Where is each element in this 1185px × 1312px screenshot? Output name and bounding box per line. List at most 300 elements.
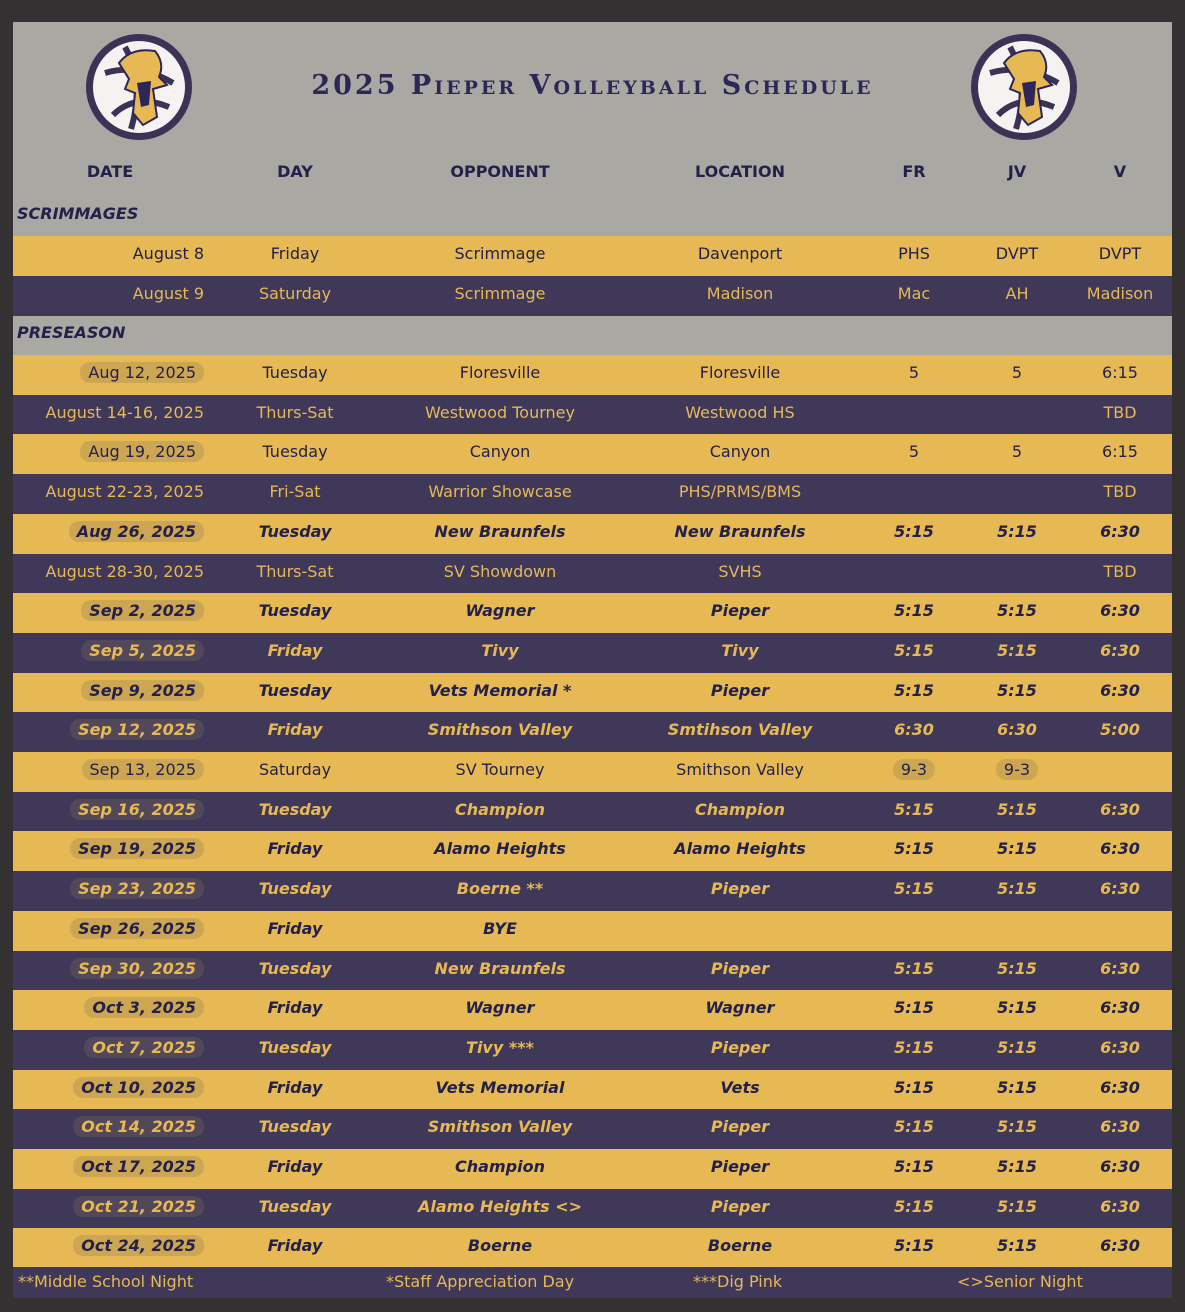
- location-cell: [679, 474, 801, 514]
- opponent-cell: [434, 514, 565, 554]
- cell-location: Wagner: [705, 998, 775, 1018]
- v-cell: [1100, 1228, 1140, 1268]
- jv-cell: [997, 712, 1037, 752]
- date-cell: [73, 1189, 204, 1229]
- cell-location: Tivy: [721, 640, 759, 660]
- date-cell: [81, 593, 204, 633]
- location-cell: [685, 395, 794, 435]
- cell-date: Aug 26, 2025: [69, 521, 204, 542]
- location-cell: [668, 712, 812, 752]
- opponent-cell: [455, 276, 546, 316]
- cell-date: Sep 13, 2025: [82, 759, 205, 780]
- day-cell: [257, 554, 334, 594]
- fr-cell: [894, 792, 934, 832]
- cell-jv: 5:15: [997, 879, 1037, 899]
- jv-cell: [1012, 434, 1022, 474]
- day-cell: [268, 712, 323, 752]
- cell-date: Sep 2, 2025: [81, 600, 204, 621]
- cell-jv: 5: [1011, 363, 1023, 382]
- location-cell: [711, 1109, 769, 1149]
- location-cell: [718, 554, 761, 594]
- table-row: [13, 911, 1172, 951]
- location-cell: [706, 990, 775, 1030]
- cell-day: Friday: [267, 1236, 323, 1256]
- cell-day: Friday: [270, 244, 320, 263]
- cell-day: Tuesday: [258, 1117, 332, 1137]
- table-row: [13, 395, 1172, 435]
- opponent-cell: [434, 831, 566, 871]
- cell-v: 6:30: [1100, 1037, 1140, 1057]
- cell-opponent: Champion: [455, 799, 545, 819]
- cell-fr: 5:15: [894, 521, 934, 541]
- cell-opponent: New Braunfels: [434, 521, 566, 541]
- cell-day: Tuesday: [262, 363, 328, 382]
- table-row: [13, 355, 1172, 395]
- column-header-v: V: [1113, 162, 1127, 181]
- column-header-fr: FR: [902, 162, 926, 181]
- cell-location: PHS/PRMS/BMS: [678, 482, 802, 502]
- cell-fr: 5:15: [894, 1236, 934, 1256]
- table-row: [13, 712, 1172, 752]
- day-cell: [269, 474, 320, 514]
- v-cell: [1100, 1149, 1140, 1189]
- cell-opponent: Vets Memorial *: [428, 680, 572, 700]
- table-row: [13, 276, 1172, 316]
- page-title: 2025 Pieper Volleyball Schedule: [311, 70, 874, 101]
- cell-opponent: Westwood Tourney: [425, 402, 575, 422]
- cell-fr: 5:15: [894, 839, 934, 859]
- day-cell: [268, 990, 323, 1030]
- table-row: [13, 1149, 1172, 1189]
- cell-v: 6:30: [1100, 879, 1140, 899]
- table-row: [13, 990, 1172, 1030]
- date-cell: [81, 673, 204, 713]
- cell-location: Westwood HS: [685, 402, 795, 422]
- cell-jv: 5:15: [997, 839, 1037, 859]
- opponent-cell: [466, 593, 535, 633]
- cell-v: TBD: [1103, 561, 1137, 581]
- cell-jv: 5:15: [997, 998, 1037, 1018]
- v-cell: [1100, 1070, 1140, 1110]
- footnote-staff-appreciation: *Staff Appreciation Day: [386, 1272, 575, 1291]
- cell-v: 6:30: [1100, 998, 1140, 1018]
- opponent-cell: [436, 1070, 565, 1110]
- cell-jv: 5:15: [997, 1037, 1037, 1057]
- fr-cell: [894, 673, 934, 713]
- v-cell: [1100, 1189, 1140, 1229]
- section-scrimmages: SCRIMMAGES: [17, 204, 139, 223]
- column-header-date: DATE: [86, 162, 134, 181]
- cell-fr: 5:15: [894, 1037, 934, 1057]
- cell-fr: 5: [908, 363, 920, 382]
- footnote-dig-pink: ***Dig Pink: [693, 1272, 783, 1291]
- cell-day: Tuesday: [258, 680, 332, 700]
- cell-v: 6:30: [1100, 799, 1140, 819]
- cell-opponent: Tivy ***: [466, 1037, 534, 1057]
- cell-date: Sep 30, 2025: [70, 958, 204, 979]
- jv-cell: [997, 1149, 1037, 1189]
- cell-day: Tuesday: [258, 1196, 332, 1216]
- jv-cell: [997, 593, 1037, 633]
- fr-cell: [894, 1109, 934, 1149]
- cell-jv: 5:15: [997, 640, 1037, 660]
- cell-jv: 9-3: [996, 759, 1038, 780]
- cell-jv: 5:15: [997, 1196, 1037, 1216]
- opponent-cell: [466, 990, 535, 1030]
- cell-opponent: BYE: [483, 918, 517, 938]
- opponent-cell: [455, 792, 545, 832]
- cell-day: Tuesday: [258, 1037, 332, 1057]
- cell-location: Pieper: [710, 601, 770, 621]
- location-cell: [674, 514, 805, 554]
- cell-day: Saturday: [258, 760, 332, 779]
- date-cell: [46, 554, 204, 594]
- column-header-opponent: OPPONENT: [450, 162, 550, 181]
- cell-fr: 5:15: [894, 879, 934, 899]
- cell-fr: 5:15: [894, 998, 934, 1018]
- fr-cell: [894, 831, 934, 871]
- day-cell: [262, 434, 327, 474]
- v-cell: [1100, 990, 1140, 1030]
- cell-v: 6:30: [1100, 1077, 1140, 1097]
- cell-opponent: Boerne: [467, 1236, 533, 1256]
- cell-jv: AH: [1005, 283, 1029, 303]
- table-row: [13, 514, 1172, 554]
- fr-cell: [894, 871, 934, 911]
- cell-location: Boerne: [707, 1236, 773, 1256]
- cell-day: Friday: [267, 998, 323, 1018]
- v-cell: [1100, 871, 1140, 911]
- v-cell: [1103, 474, 1136, 514]
- cell-date: August 9: [132, 283, 204, 303]
- v-cell: [1100, 1109, 1140, 1149]
- opponent-cell: [444, 554, 557, 594]
- fr-cell: [894, 951, 934, 991]
- cell-location: Pieper: [710, 1037, 770, 1057]
- cell-fr: PHS: [898, 244, 930, 263]
- cell-date: Oct 17, 2025: [73, 1156, 204, 1177]
- day-cell: [259, 1189, 332, 1229]
- cell-fr: 6:30: [894, 720, 934, 740]
- jv-cell: [997, 673, 1037, 713]
- cell-jv: 5:15: [997, 1157, 1037, 1176]
- cell-location: Madison: [706, 283, 774, 303]
- table-row: [13, 434, 1172, 474]
- day-cell: [259, 951, 332, 991]
- opponent-cell: [456, 752, 545, 792]
- cell-fr: 5:15: [894, 680, 934, 700]
- column-headers: [13, 162, 1172, 186]
- cell-fr: 5:15: [894, 799, 934, 819]
- location-cell: [676, 752, 804, 792]
- date-cell: [70, 871, 204, 911]
- opponent-cell: [418, 1189, 582, 1229]
- jv-cell: [997, 990, 1037, 1030]
- cell-opponent: Alamo Heights: [434, 839, 566, 859]
- cell-opponent: Canyon: [469, 442, 531, 462]
- cell-date: Sep 26, 2025: [70, 918, 204, 939]
- cell-fr: 5:15: [894, 1077, 934, 1097]
- location-cell: [711, 593, 769, 633]
- cell-opponent: SV Tourney: [455, 760, 545, 779]
- cell-day: Fri-Sat: [269, 482, 321, 502]
- cell-fr: 5:15: [894, 1157, 934, 1176]
- fr-cell: [894, 990, 934, 1030]
- date-cell: [70, 911, 204, 951]
- location-cell: [707, 276, 773, 316]
- opponent-cell: [428, 474, 571, 514]
- location-cell: [698, 236, 782, 276]
- v-cell: [1099, 236, 1141, 276]
- location-cell: [700, 355, 781, 395]
- cell-fr: 5:15: [894, 958, 934, 978]
- schedule-sheet: [13, 22, 1172, 1298]
- opponent-cell: [457, 871, 543, 911]
- opponent-cell: [466, 1030, 534, 1070]
- cell-jv: 5:15: [997, 1077, 1037, 1097]
- day-cell: [259, 673, 332, 713]
- table-row: [13, 673, 1172, 713]
- cell-opponent: Floresville: [459, 363, 541, 382]
- cell-opponent: Warrior Showcase: [428, 482, 572, 502]
- cell-day: Thurs-Sat: [256, 402, 334, 422]
- v-cell: [1102, 355, 1138, 395]
- fr-cell: [898, 236, 930, 276]
- v-cell: [1100, 712, 1140, 752]
- opponent-cell: [428, 1109, 572, 1149]
- schedule-header: [13, 22, 1172, 236]
- v-cell: [1100, 633, 1140, 673]
- cell-day: Friday: [267, 720, 323, 740]
- fr-cell: [894, 1070, 934, 1110]
- footnote-middle-school-night: **Middle School Night: [18, 1272, 194, 1291]
- cell-location: Alamo Heights: [674, 839, 806, 859]
- fr-cell: [909, 355, 919, 395]
- cell-opponent: Vets Memorial: [435, 1077, 565, 1097]
- cell-opponent: Smithson Valley: [427, 720, 573, 740]
- cell-date: Oct 7, 2025: [84, 1037, 204, 1058]
- fr-cell: [894, 1030, 934, 1070]
- fr-cell: [898, 276, 930, 316]
- location-cell: [708, 1228, 772, 1268]
- table-row: [13, 792, 1172, 832]
- cell-fr: Mac: [897, 283, 931, 303]
- table-row: [13, 474, 1172, 514]
- jv-cell: [997, 1030, 1037, 1070]
- cell-day: Friday: [267, 640, 323, 660]
- jv-cell: [997, 871, 1037, 911]
- table-row: [13, 1030, 1172, 1070]
- jv-cell: [997, 514, 1037, 554]
- cell-jv: 5:15: [997, 601, 1037, 621]
- location-cell: [720, 1070, 759, 1110]
- date-cell: [80, 434, 204, 474]
- cell-location: Smtihson Valley: [667, 720, 813, 740]
- cell-date: Sep 23, 2025: [70, 878, 204, 899]
- cell-day: Friday: [267, 1077, 323, 1097]
- cell-v: TBD: [1103, 402, 1137, 422]
- location-cell: [711, 1149, 769, 1189]
- date-cell: [70, 951, 204, 991]
- fr-cell: [894, 712, 934, 752]
- cell-date: Aug 12, 2025: [80, 362, 204, 383]
- jv-cell: [997, 633, 1037, 673]
- cell-opponent: Smithson Valley: [427, 1117, 573, 1137]
- cell-date: Oct 24, 2025: [73, 1235, 204, 1256]
- day-cell: [259, 1109, 332, 1149]
- cell-jv: 5:15: [997, 1236, 1037, 1256]
- cell-jv: 5: [1011, 442, 1023, 462]
- day-cell: [259, 593, 332, 633]
- cell-v: Madison: [1086, 283, 1154, 303]
- date-cell: [73, 1109, 204, 1149]
- table-row: [13, 1070, 1172, 1110]
- table-row: [13, 831, 1172, 871]
- date-cell: [80, 355, 204, 395]
- cell-v: 6:15: [1102, 442, 1138, 462]
- opponent-cell: [460, 355, 541, 395]
- fr-cell: [909, 434, 919, 474]
- fr-cell: [894, 593, 934, 633]
- cell-day: Tuesday: [258, 799, 332, 819]
- location-cell: [711, 951, 769, 991]
- cell-fr: 9-3: [893, 759, 935, 780]
- section-preseason: PRESEASON: [17, 323, 126, 342]
- fr-cell: [894, 1149, 934, 1189]
- cell-location: Pieper: [710, 879, 770, 899]
- jv-cell: [997, 831, 1037, 871]
- location-cell: [711, 673, 769, 713]
- opponent-cell: [428, 712, 572, 752]
- cell-date: Aug 19, 2025: [80, 441, 204, 462]
- day-cell: [259, 514, 332, 554]
- cell-day: Tuesday: [258, 601, 332, 621]
- cell-date: Sep 16, 2025: [70, 799, 204, 820]
- date-cell: [73, 1228, 204, 1268]
- cell-location: Pieper: [710, 958, 770, 978]
- cell-day: Saturday: [258, 283, 332, 303]
- cell-v: 6:30: [1100, 640, 1140, 660]
- opponent-cell: [468, 1228, 532, 1268]
- footnotes-bar: [13, 1267, 1172, 1298]
- jv-cell: [996, 236, 1038, 276]
- day-cell: [259, 871, 332, 911]
- cell-location: Champion: [695, 799, 785, 819]
- jv-cell: [997, 951, 1037, 991]
- cell-date: August 28-30, 2025: [45, 561, 204, 581]
- cell-date: Oct 21, 2025: [73, 1196, 204, 1217]
- table-row: [13, 951, 1172, 991]
- day-cell: [259, 752, 331, 792]
- cell-day: Tuesday: [258, 958, 332, 978]
- cell-date: Oct 14, 2025: [73, 1116, 204, 1137]
- date-cell: [70, 792, 204, 832]
- cell-location: Pieper: [710, 1157, 770, 1176]
- cell-day: Friday: [267, 918, 323, 938]
- day-cell: [262, 355, 327, 395]
- day-cell: [271, 236, 320, 276]
- v-cell: [1100, 951, 1140, 991]
- cell-location: SVHS: [718, 561, 762, 581]
- jv-cell: [1012, 355, 1022, 395]
- day-cell: [259, 1030, 332, 1070]
- cell-fr: 5:15: [894, 601, 934, 621]
- cell-location: Smithson Valley: [676, 760, 804, 779]
- cell-opponent: SV Showdown: [443, 561, 557, 581]
- date-cell: [84, 1030, 204, 1070]
- cell-fr: 5: [908, 442, 920, 462]
- date-cell: [70, 831, 204, 871]
- date-cell: [70, 712, 204, 752]
- cell-v: 6:30: [1100, 1117, 1140, 1137]
- fr-cell: [894, 1228, 934, 1268]
- cell-date: Sep 19, 2025: [70, 838, 204, 859]
- cell-v: 6:30: [1100, 1196, 1140, 1216]
- date-cell: [84, 990, 204, 1030]
- v-cell: [1087, 276, 1153, 316]
- day-cell: [268, 1228, 323, 1268]
- cell-opponent: Wagner: [465, 998, 535, 1018]
- footnote-senior-night: <>Senior Night: [957, 1272, 1083, 1291]
- jv-cell: [997, 1070, 1037, 1110]
- cell-jv: 5:15: [997, 1117, 1037, 1137]
- date-cell: [82, 752, 205, 792]
- column-header-jv: JV: [1007, 162, 1027, 181]
- cell-day: Friday: [267, 839, 323, 859]
- date-cell: [69, 514, 204, 554]
- cell-day: Tuesday: [258, 879, 332, 899]
- cell-location: Pieper: [710, 1196, 770, 1216]
- date-cell: [133, 276, 204, 316]
- cell-opponent: Boerne **: [456, 879, 544, 899]
- jv-cell: [997, 1109, 1037, 1149]
- cell-v: 6:30: [1100, 521, 1140, 541]
- day-cell: [259, 792, 332, 832]
- cell-v: 6:15: [1102, 363, 1138, 382]
- spartan-helmet-volleyball-icon: [970, 33, 1078, 141]
- column-header-location: LOCATION: [695, 162, 785, 181]
- cell-opponent: Tivy: [481, 640, 519, 660]
- cell-date: Oct 3, 2025: [84, 997, 204, 1018]
- location-cell: [721, 633, 758, 673]
- day-cell: [268, 911, 323, 951]
- cell-opponent: Scrimmage: [454, 283, 546, 303]
- v-cell: [1100, 831, 1140, 871]
- table-row: [13, 633, 1172, 673]
- column-header-day: DAY: [277, 162, 313, 181]
- location-cell: [695, 792, 785, 832]
- day-cell: [268, 1149, 323, 1189]
- cell-day: Friday: [267, 1157, 323, 1176]
- opponent-cell: [483, 911, 517, 951]
- v-cell: [1103, 554, 1136, 594]
- day-cell: [259, 276, 331, 316]
- cell-opponent: New Braunfels: [434, 958, 566, 978]
- cell-date: August 8: [132, 244, 204, 263]
- cell-day: Thurs-Sat: [256, 561, 334, 581]
- fr-cell: [894, 633, 934, 673]
- cell-day: Tuesday: [258, 521, 332, 541]
- table-row: [13, 1109, 1172, 1149]
- opponent-cell: [455, 1149, 545, 1189]
- cell-jv: 5:15: [997, 958, 1037, 978]
- jv-cell: [997, 792, 1037, 832]
- opponent-cell: [470, 434, 531, 474]
- cell-location: Pieper: [710, 1117, 770, 1137]
- date-cell: [46, 395, 204, 435]
- cell-day: Tuesday: [262, 442, 328, 462]
- v-cell: [1100, 792, 1140, 832]
